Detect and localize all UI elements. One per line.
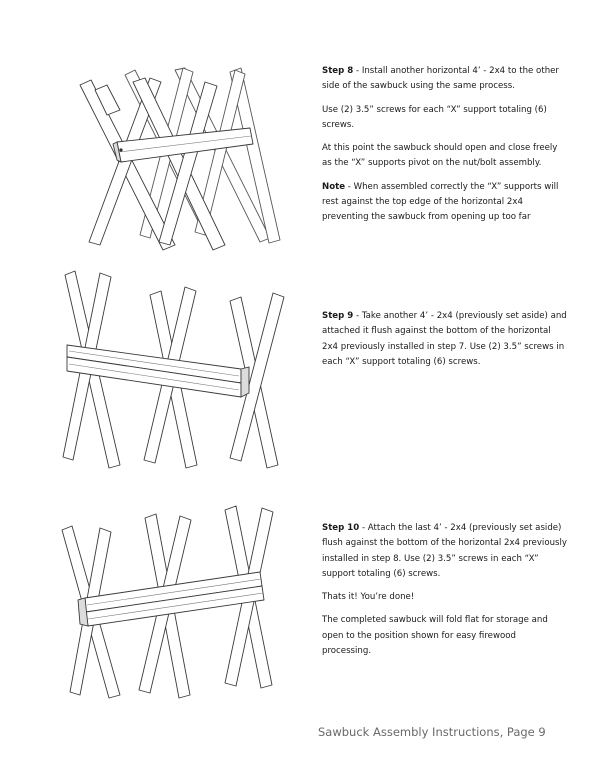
step-10-paragraph-3: The completed sawbuck will fold flat for storage and open to the position shown for easy firewood processing. [322, 615, 548, 657]
page-footer: Sawbuck Assembly Instructions, Page 9 [318, 725, 546, 739]
step-8-illustration [55, 60, 295, 255]
step-10-title: Step 10 [322, 523, 360, 533]
step-9-title: Step 9 [322, 311, 354, 321]
step-8-title: Step 8 [322, 66, 354, 76]
step-10-paragraph-2: Thats it! You’re done! [322, 592, 415, 603]
step-10-paragraph-1: Step 10 - Attach the last 4’ - 2x4 (previously set aside) flush against the bottom of the horizontal 2x4 previously installed in step 8. Use (2) 3.5” screws in each “X” support totaling (6) screws. [322, 523, 567, 579]
step-9-paragraph-1: Step 9 - Take another 4’ - 2x4 (previously set aside) and attached it flush against the bottom of the horizontal 2x4 previously installed in step 7. Use (2) 3.5” screws in each “X” support totaling (6) screws. [322, 311, 567, 367]
step-10-illustration [50, 500, 290, 700]
step-8-text [322, 64, 567, 234]
step-8-note: Note - When assembled correctly the “X” supports will rest against the top edge of the horizontal 2x4 preventing the sawbuck from opening up too far [322, 181, 559, 223]
step-10-text [322, 521, 567, 667]
step-9-illustration [45, 265, 295, 475]
step-9-text [322, 309, 567, 378]
note-label: Note [322, 181, 346, 192]
step-8-paragraph-2: Use (2) 3.5” screws for each “X” support totaling (6) screws. [322, 104, 547, 130]
step-8-paragraph-1: Step 8 - Install another horizontal 4’ - 2x4 to the other side of the sawbuck using the same process. [322, 66, 559, 92]
step-8-paragraph-3: At this point the sawbuck should open and close freely as the “X” supports pivot on the nut/bolt assembly. [322, 143, 558, 169]
